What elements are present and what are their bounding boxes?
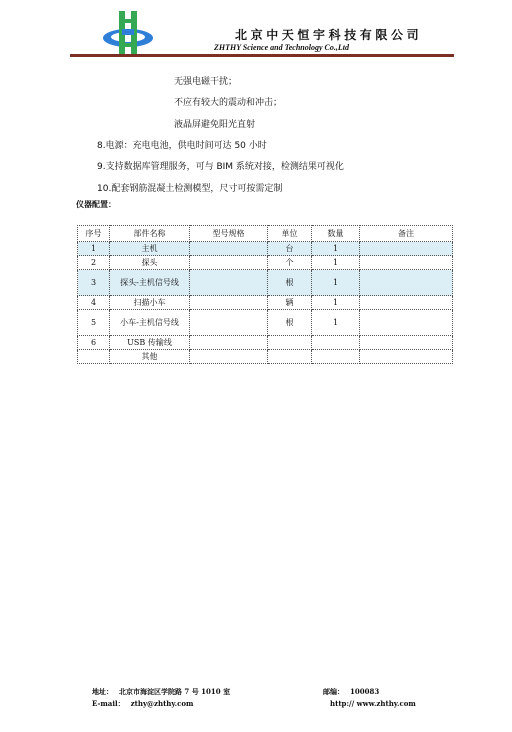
cell-model (190, 270, 268, 296)
header-unit: 单位 (268, 226, 312, 242)
cell-qty: 1 (312, 270, 360, 296)
cell-note (360, 256, 453, 270)
address-label: 地址： (92, 687, 113, 696)
cell-name: 扫描小车 (110, 296, 190, 310)
table-row (78, 310, 453, 336)
address-value: 北京市海淀区学院路 7 号 1010 室 (119, 687, 231, 696)
cell-note (360, 270, 453, 296)
cell-name: USB 传输线 (110, 336, 190, 350)
table-row (78, 270, 453, 296)
cell-note (360, 296, 453, 310)
cell-unit: 台 (268, 242, 312, 256)
spec-item-10: 10.配套钢筋混凝土检测模型，尺寸可按需定制 (97, 184, 283, 194)
table-row (78, 336, 453, 350)
cell-qty: 1 (312, 256, 360, 270)
cell-unit: 根 (268, 270, 312, 296)
cell-unit: 个 (268, 256, 312, 270)
table-header-row (78, 226, 453, 242)
table-row (78, 256, 453, 270)
cell-no: 4 (78, 296, 110, 310)
company-name-en: ZHTHY Science and Technology Co.,Ltd (214, 43, 349, 52)
cell-note (360, 310, 453, 336)
header-name: 部件名称 (110, 226, 190, 242)
cell-no: 6 (78, 336, 110, 350)
instrument-config-table (77, 225, 453, 364)
cell-unit: 辆 (268, 296, 312, 310)
cell-no: 3 (78, 270, 110, 296)
cell-qty (312, 336, 360, 350)
cell-model (190, 350, 268, 364)
table-row (78, 296, 453, 310)
cell-model (190, 336, 268, 350)
cell-model (190, 310, 268, 336)
email-label: E-mail： (92, 699, 125, 708)
cell-qty: 1 (312, 296, 360, 310)
spec-item-9: 9.支持数据库管理服务，可与 BIM 系统对接，检测结果可视化 (97, 162, 344, 172)
header-model: 型号规格 (190, 226, 268, 242)
header-qty: 数量 (312, 226, 360, 242)
requirement-line: 不应有较大的震动和冲击； (174, 98, 283, 108)
footer-website-link[interactable]: http:// www.zhthy.com (330, 699, 416, 708)
spec-item-8: 8.电源：充电电池，供电时间可达 50 小时 (97, 141, 267, 151)
header-divider (70, 54, 454, 57)
cell-unit (268, 336, 312, 350)
cell-unit (268, 350, 312, 364)
cell-note (360, 350, 453, 364)
company-logo-icon (102, 8, 154, 58)
cell-note (360, 242, 453, 256)
requirement-line: 液晶屏避免阳光直射 (174, 120, 256, 130)
cell-name: 小车-主机信号线 (110, 310, 190, 336)
cell-qty: 1 (312, 310, 360, 336)
cell-name: 主机 (110, 242, 190, 256)
cell-unit: 根 (268, 310, 312, 336)
cell-note (360, 336, 453, 350)
table-row (78, 350, 453, 364)
requirement-line: 无强电磁干扰； (174, 77, 238, 87)
config-section-title: 仪器配置： (76, 200, 116, 209)
cell-no (78, 350, 110, 364)
cell-name: 其他 (110, 350, 190, 364)
cell-model (190, 242, 268, 256)
email-link[interactable]: zthy@zhthy.com (130, 699, 194, 708)
cell-name: 探头-主机信号线 (110, 270, 190, 296)
table-row (78, 242, 453, 256)
cell-model (190, 256, 268, 270)
cell-qty (312, 350, 360, 364)
footer-email (92, 699, 193, 709)
cell-qty: 1 (312, 242, 360, 256)
cell-model (190, 296, 268, 310)
company-name-cn: 北京中天恒宇科技有限公司 (235, 28, 423, 42)
zip-label: 邮编： (323, 687, 344, 696)
header-no: 序号 (78, 226, 110, 242)
cell-name: 探头 (110, 256, 190, 270)
footer-address (92, 687, 230, 697)
zip-value: 100083 (350, 687, 380, 696)
cell-no: 2 (78, 256, 110, 270)
header-note: 备注 (360, 226, 453, 242)
cell-no: 1 (78, 242, 110, 256)
cell-no: 5 (78, 310, 110, 336)
footer-zip (323, 687, 379, 697)
